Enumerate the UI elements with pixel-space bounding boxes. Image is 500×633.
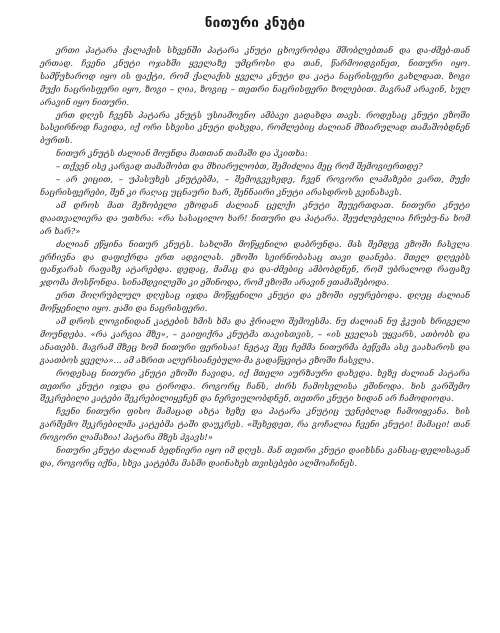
story-paragraph-6: ამ დროს მათ მეზობელი ეზოდან ძალიან ცელქი კნუტი შეუერთდათ. ნითური კნუტი დაათვალიერა და უთხრა: «რა სასაცილო ხარ! ნითური და პატარა. შეუძლებელია ჩრუბუ-ნა ხომ არ ხარ?» — [40, 199, 470, 236]
story-paragraph-11: ჩვენი ნითური ფისო მამაცად ახტა ხეზე და პატარა კნუტიც უვნებლად ჩამოიყვანა. ხის გარშემო შეკრებილმა კატებმა ტაში დაუკრეს. «შეხედეთ, რა გოჩალია ჩვენი კნუტი! მამაცი! თან როგორი ლამაზია! პატარა მზეს ჰგავს!» — [40, 406, 470, 443]
story-paragraph-10: როდესაც ნითური კნუტი ეზოში ჩავიდა, იქ მთელი აურზაური დახვდა. ხეზე ძალიან პატარა თეთრი კნუტი იჯდა და ტიროდა. როგორც ჩანს, ძირს ჩამოსვლისა ეშინოდა. ხის გარშემო შეკრებილი კატები შეკრებილიყვნენ და ნერვიულობდნენ, თეთრი კნუტი ხიდან არ ჩამოდიოდა. — [40, 367, 470, 404]
story-paragraph-1: ერთი პატარა ქალაქის სხვენში პატარა კნუტი ცხოვრობდა მშობლებთან და და-ძმებ-თან ერთად. ჩვენი კნუტი ოჯახში ყველაზე უმცროსი და თან, წარმოიდგინეთ, ნითური იყო. სამწუხაროდ იყო ის ფაქტი, რომ ქალაქის ყველა კნუტი და კატა ნაცრისფერი გახლდათ. ზოგი მუქი ნაცრისფერი იყო, ზოგი – ღია, ზოგიც – თეთრი ნაცრისფერი ზოლებით. მაგრამ არავინ, სულ არავინ იყო ნითური. — [40, 45, 470, 107]
story-paragraph-9: ამ დროს ლოგინიდან კატების ხმის ხმა და ჭრიალი შემოესმა. ნუ ძალიან ნუ ჭკუის ხრიგელი მოუნდება. «რა კარგია მზე», – გაიფიქრა კნუტმა თავისთვის, – «ის ყველას უყვარს, ათბობს და ანათებს. მაგრამ მზეც ხომ ნითური ფერისაა! ნეტავ მეც ჩემმა ნითურმა ბეწვმა ასე გაახაროს და გაათბოს ყველა»... ამ აზრით ალერსიანებული-მა გადაწყვიტა ეზოში ჩასვლა. — [40, 316, 470, 365]
story-paragraph-4: – თქვენ ისე კარგად თამაშობთ და მხიარულობთ, შემიძლია მეც რომ შემოგიერთდე? — [56, 161, 423, 172]
story-paragraph-7: ძალიან ეწყინა ნითურ კნუტს. სახლში მოწყენილი დაბრუნდა. მას შემდეგ ეზოში ჩასვლა ერჩივნა და დაფიქრდა ერთ ადგილას. ეზოში სეირნობასაც თავი დაანება. მთელ დღეებს ფანჯარას რაფაზე ატარებდა. დედაც, მამაც და და-ძმებიც ამბობდნენ, რომ უბრალოდ რაფაზე ჯდომა მოსწონდა. სინამდვილეში კი ეშინოდა, რომ ეზოში არავინ ეთამაშებოდა. — [40, 238, 470, 288]
story-paragraph-2: ერთ დღეს ჩვენს პატარა კნუტს უსიამოვნო ამბავი გადახდა თავს. როდესაც კნუტი ეზოში სასეირნოდ ჩავიდა, იქ ორი სხვისი კნუტი დახვდა, რომლებიც ძალიან მზიარულად თამაშობდნენ ბურთს. — [40, 109, 470, 146]
story-paragraph-8: ერთ მოღრუბლულ დღესაც იჯდა მოწყენილი კნუტი და ეზოში იყურებოდა. დღეც ძალიან მოწყენილი იყო. ჟამი და ნაცრისფერი. — [40, 290, 470, 314]
story-title: ნითური კნუტი — [204, 15, 306, 31]
story-paragraph-3: ნითურ კნუტს ძალიან მოუნდა მათთან თამაში და ჰკითხა: — [56, 148, 308, 159]
story-body — [40, 44, 470, 470]
story-paragraph-12: ნითური კნუტი ძალიან ბედნიერი იყო იმ დღეს. მან თეთრი კნუტი დაიხსნა განსაც-დელისაგან და, როგორც იქნა, სხვა კატებმა მასში დაინახეს თვისებები ალმოაჩინეს. — [40, 445, 470, 468]
story-paragraph-5: – არ ვიცით, – უპასუხეს კნუტებმა, – შემოგვეხედე, ჩვენ როგორი ლამაზები ვართ, მუქი ნაცრისფერები, შენ კი რაღაც უცნაური ხარ, შენნაირი კნუტი არასდროს გვინახავს. — [40, 174, 470, 197]
